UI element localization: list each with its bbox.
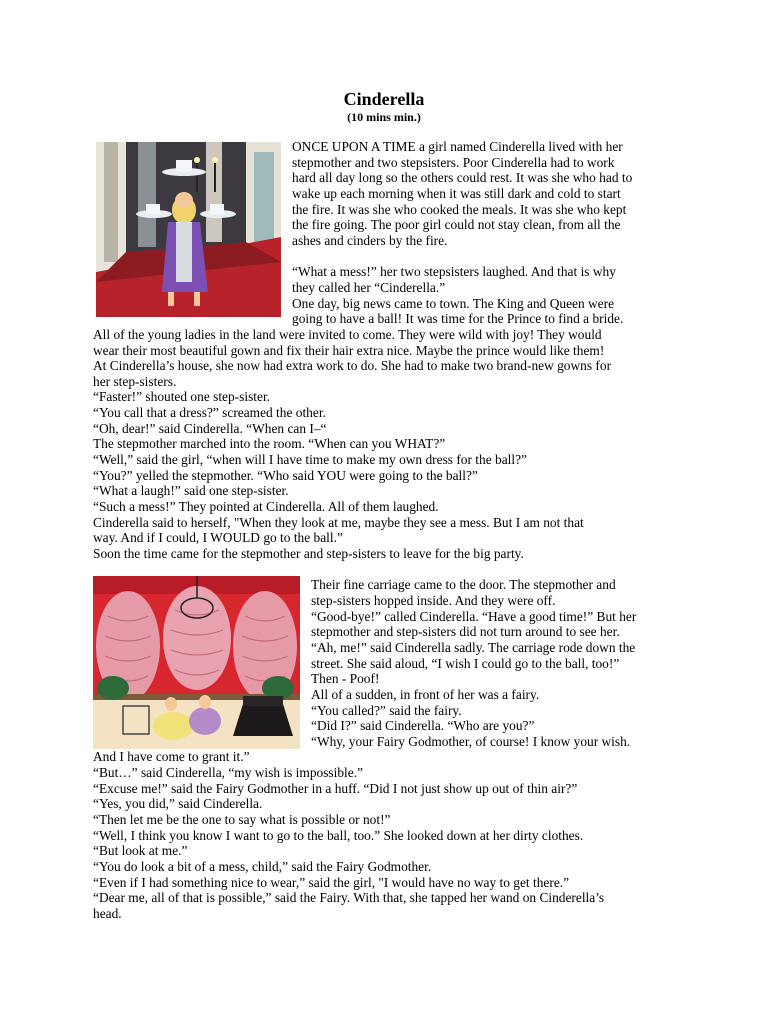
story-line: “You called?” said the fairy. bbox=[311, 703, 462, 718]
story-line: “Faster!” shouted one step-sister. bbox=[93, 389, 271, 404]
story-line: All of a sudden, in front of her was a fairy. bbox=[311, 687, 540, 702]
story-line: going to have a ball! It was time for the Prince to find a bride. bbox=[292, 311, 624, 326]
cinderella-tray-illustration bbox=[96, 142, 281, 317]
story-line: “What a mess!” her two stepsisters laughed. And that is why bbox=[292, 264, 616, 279]
story-line: step-sisters hopped inside. And they were off. bbox=[311, 593, 556, 608]
story-line: ashes and cinders by the fire. bbox=[292, 233, 448, 248]
story-line: wear their most beautiful gown and fix their hair extra nice. Maybe the prince would like them! bbox=[93, 343, 605, 358]
story-line: “Why, your Fairy Godmother, of course! I know your wish. bbox=[311, 734, 631, 749]
story-line: Then - Poof! bbox=[311, 671, 380, 686]
story-line: “Did I?” said Cinderella. “Who are you?” bbox=[311, 718, 535, 733]
story-line: All of the young ladies in the land were invited to come. They were wild with joy! They would bbox=[93, 327, 602, 342]
story-line: the fire going. The poor girl could not stay clean, from all the bbox=[292, 217, 621, 232]
story-line: Their fine carriage came to the door. The stepmother and bbox=[311, 577, 616, 592]
story-line: “You call that a dress?” screamed the other. bbox=[93, 405, 326, 420]
story-line: “Even if I had something nice to wear,” said the girl, "I would have no way to get there.” bbox=[93, 875, 570, 890]
story-line: “You?” yelled the stepmother. “Who said YOU were going to the ball?” bbox=[93, 468, 478, 483]
story-line: “But look at me.” bbox=[93, 843, 188, 858]
story-line: “Oh, dear!” said Cinderella. “When can I–“ bbox=[93, 421, 327, 436]
story-line: “What a laugh!” said one step-sister. bbox=[93, 483, 289, 498]
story-line: Soon the time came for the stepmother and step-sisters to leave for the big party. bbox=[93, 546, 524, 561]
story-line: “Then let me be the one to say what is possible or not!” bbox=[93, 812, 391, 827]
story-line: “Ah, me!” said Cinderella sadly. The carriage rode down the bbox=[311, 640, 636, 655]
story-line: they called her “Cinderella.” bbox=[292, 280, 446, 295]
story-line: stepmother and step-sisters did not turn around to see her. bbox=[311, 624, 620, 639]
ballroom-illustration bbox=[93, 576, 300, 749]
story-line: “Dear me, all of that is possible,” said the Fairy. With that, she tapped her wand on Cinderella’s bbox=[93, 890, 605, 905]
story-line: way. And if I could, I WOULD go to the ball.” bbox=[93, 530, 343, 545]
story-line: street. She said aloud, “I wish I could go to the ball, too!” bbox=[311, 656, 620, 671]
story-line: At Cinderella’s house, she now had extra work to do. She had to make two brand-new gowns for bbox=[93, 358, 612, 373]
story-line: Cinderella said to herself, "When they look at me, maybe they see a mess. But I am not that bbox=[93, 515, 584, 530]
story-line: hard all day long so the others could rest. It was she who had to bbox=[292, 170, 633, 185]
story-line: ONCE UPON A TIME a girl named Cinderella lived with her bbox=[292, 139, 623, 154]
reading-time: (10 mins min.) bbox=[347, 110, 421, 124]
story-line: “Good-bye!” called Cinderella. “Have a good time!” But her bbox=[311, 609, 637, 624]
story-line: And I have come to grant it.” bbox=[93, 749, 250, 764]
story-line: wake up each morning when it was still dark and cold to start bbox=[292, 186, 621, 201]
story-line: “Well,” said the girl, “when will I have time to make my own dress for the ball?” bbox=[93, 452, 527, 467]
story-line: “Well, I think you know I want to go to the ball, too.” She looked down at her dirty clothes. bbox=[93, 828, 584, 843]
story-title: Cinderella bbox=[343, 89, 425, 109]
story-line: stepmother and two stepsisters. Poor Cinderella had to work bbox=[292, 155, 615, 170]
story-line: the fire. It was she who cooked the meals. It was she who kept bbox=[292, 202, 627, 217]
story-line: “Yes, you did,” said Cinderella. bbox=[93, 796, 263, 811]
story-line: “You do look a bit of a mess, child,” said the Fairy Godmother. bbox=[93, 859, 432, 874]
story-line: “Such a mess!” They pointed at Cinderella. All of them laughed. bbox=[93, 499, 439, 514]
story-line: head. bbox=[93, 906, 122, 921]
story-line: “Excuse me!” said the Fairy Godmother in a huff. “Did I not just show up out of thin air?” bbox=[93, 781, 578, 796]
story-line: The stepmother marched into the room. “When can you WHAT?” bbox=[93, 436, 446, 451]
story-line: One day, big news came to town. The King and Queen were bbox=[292, 296, 615, 311]
story-line: her step-sisters. bbox=[93, 374, 177, 389]
story-line: “But…” said Cinderella, “my wish is impossible.” bbox=[93, 765, 364, 780]
